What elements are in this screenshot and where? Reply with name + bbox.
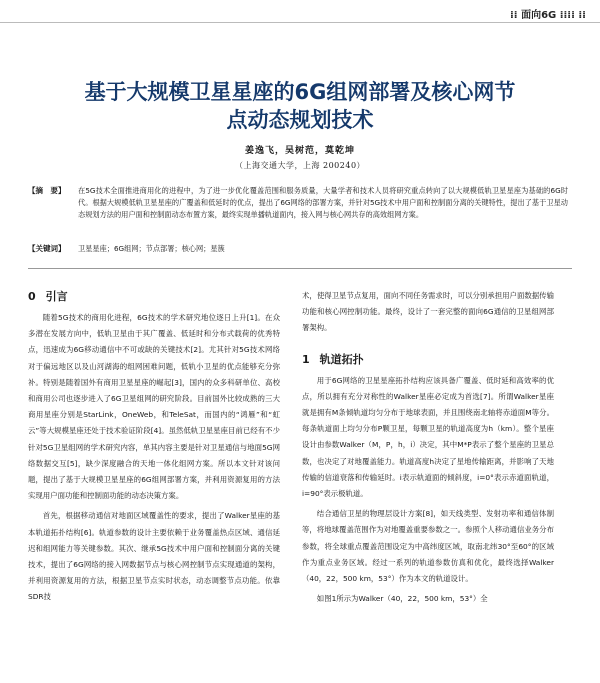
keywords-text: 卫星星座；6G组网；节点部署；核心网；星簇	[78, 244, 225, 253]
journal-section-tag: ⁞⁞ 面向6G ⁞⁞⁞⁞ ⁞⁞	[509, 10, 586, 21]
article-title	[40, 78, 560, 134]
abstract-divider	[28, 268, 572, 269]
left-column	[28, 288, 280, 610]
affiliation: （上海交通大学，上海 200240）	[234, 161, 366, 170]
abstract-text: 在5G技术全面推进商用化的进程中，为了进一步优化覆盖范围和服务质量，大量学者和技术人员将研究重点转向了以大规模低轨卫星星座为基础的6G时代。根据大规模低轨卫星星座的广覆盖和低延时的优点，提出了6G网络的部署方案，并针对5G技术中用户面和控制面分离的关键特性，提出了基于卫星动态规划方法的用户面和控制面动态布置方案，最终实现单播轨道面内，接入网与核心网共存的高效组网方案。	[78, 186, 568, 219]
keywords-label: 【关键词】	[28, 244, 66, 253]
right-column	[302, 288, 554, 611]
section-heading-orbit	[302, 351, 554, 369]
paragraph: 首先，根据移动通信对地面区域覆盖性的要求，提出了Walker星座的基本轨道拓扑结构[6]。轨道参数的设计主要依赖于业务覆盖热点区域、通信延迟和组网能力等关键参数。其次、继承5G技术中用户面和控制面分离的关键技术，提出了6G网络的接入网数据节点与核心网控制节点实现通道的架构，并利用资源复用的方法，根据卫星节点实时状态，动态调整节点功能。依靠SDR技	[28, 511, 280, 602]
paragraph: 结合通信卫星的物理层设计方案[8]，如天线类型、发射功率和通信体制等，将地球覆盖范围作为对地覆盖重要参数之一。参照个人移动通信业务分布参数，将全球重点覆盖范围设定为中高纬度区域，取南北纬30°至60°的区域作为重点业务区域。经过一系列的轨道参数仿真和优化，最终选择Walker（40，22，500 km，53°）作为本文的轨道设计。	[302, 509, 554, 584]
title-line-2: 点动态规划技术	[226, 108, 374, 132]
section-number: 0	[28, 290, 36, 303]
abstract-label: 【摘 要】	[28, 186, 66, 195]
paragraph-continued: 术，使得卫星节点复用，面向不同任务需求时，可以分别承担用户面数据传输功能和核心网控制功能。最终，设计了一套完整的面向6G通信的卫星组网部署架构。	[302, 291, 554, 333]
authors: 姜逸飞，吴树范，莫乾坤	[244, 146, 355, 156]
paragraph: 用于6G网络的卫星星座拓扑结构应该具备广覆盖、低时延和高效率的优点，所以拥有充分对称性的Walker星座必定成为首选[7]。所谓Walker星座就是拥有M条倾轨道均匀分布于地球表面，并且围绕南北轴将赤道面M等分。每条轨道面上均匀分布P颗卫星，每颗卫星的轨道高度为h（km）。整个星座设计由参数Walker（M，P，h，i）决定，其中M*P表示了整个星座的卫星总数，也决定了对地覆盖能力。轨道高度h决定了星地传输距离，并影响了天地传输的信道衰落和传输延时。i表示轨道面的倾斜度，i=0°表示赤道面轨道，i=90°表示极轨道。	[302, 375, 554, 499]
paragraph: 如图1所示为Walker（40，22，500 km，53°）全	[316, 594, 488, 604]
section-title: 引言	[45, 290, 68, 303]
section-title: 轨道拓扑	[319, 352, 364, 366]
paragraph: 随着5G技术的商用化进程，6G技术的学术研究地位逐日上升[1]。在众多潜在发展方向中，低轨卫星由于其广覆盖、低延时和分布式载荷的优秀特点，迅速成为6G移动通信中不可或缺的关键技术[2]。尤其针对5G技术网络对于偏远地区以及山河湖海的组网困难问题，低轨小卫星的优点能够充分弥补。特别是随着国外有商用卫星星座的崛起[3]，国内的众多科研单位、高校和商用公司也逐步进入了6G卫星组网的研究阶段。目前国外比较成熟的三大商用星座分别是StarLink，OneWeb，和TeleSat，而国内的“鸿雁”和“虹云”等大规模星座还处于技术验证阶段[4]。虽然低轨卫星星座目前已经有不少针对5G卫星组网的学术研究内容，单其内容主要是针对卫星通信与地面5G网络数据交互[5]，缺少深度融合的天地一体化组网方案。所以本文针对该问题，提出了基于大规模卫星星座的6G组网部署方案，并利用资源复用的方法实现用户面功能和控制面功能的动态决策方案。	[28, 313, 280, 501]
section-heading-intro	[28, 288, 280, 306]
section-number: 1	[302, 352, 310, 366]
title-line-1: 基于大规模卫星星座的6G组网部署及核心网节	[84, 80, 516, 104]
header-divider	[0, 22, 600, 23]
